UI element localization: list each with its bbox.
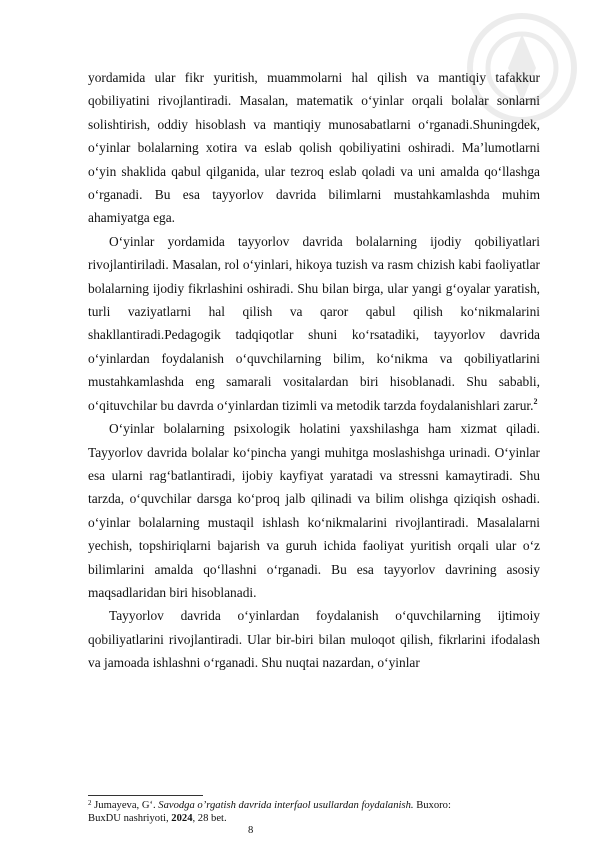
footnote (88, 799, 540, 825)
paragraph-4: Tayyorlov davrida o‘yinlardan foydalanish o‘quvchilarning ijtimoiy qobiliyatlarini rivojlantiradi. Ular bir-biri bilan muloqot qilish, fikrlarini ifodalash va jamoada ishlashni o‘rganadi. Shu nuqtai nazardan, o‘yinlar (88, 608, 540, 671)
footnote-title: Savodga o’rgatish davrida interfaol usullardan foydalanish. (158, 800, 414, 811)
footnote-author: Jumayeva, G‘. (94, 800, 156, 811)
paragraph-2 (88, 230, 540, 417)
footnote-separator (88, 795, 203, 796)
paragraph-1: yordamida ular fikr yuritish, muammolarni hal qilish va mantiqiy tafakkur qobiliyatini rivojlantiradi. Masalan, matematik o‘yinlar orqali bolalar sonlarni solishtirish, oddiy hisoblash va mantiqiy munosabatlarni o‘rganadi.Shuningdek, o‘yinlar bolalarning xotira va eslab qolish qobiliyatini oshiradi. Ma’lumotlarni o‘yin shaklida qabul qilganida, ular tezroq eslab qoladi va uni amalda qo‘llashga o‘rganadi. Bu esa tayyorlov davrida bilimlarni mustahkamlashda muhim ahamiyatga ega. (88, 70, 540, 226)
footnote-pages: , 28 bet. (192, 813, 227, 824)
page-number: 8 (248, 825, 254, 836)
paragraph-2-text: O‘yinlar yordamida tayyorlov davrida bolalarning ijodiy qobiliyatlari rivojlantiriladi. Masalan, rol o‘yinlari, hikoya tuzish va rasm chizish kabi faoliyatlar bolalarning ijodiy fikrlashini oshiradi. Shu bilan birga, ular yangi g‘oyalar yaratish, turli vaziyatlarni hal qilish va qaror qabul qilish ko‘nikmalarini shakllantiradi.Pedagogik tadqiqotlar shuni ko‘rsatadiki, tayyorlov davrida o‘yinlardan foydalanish o‘quvchilarning bilim, ko‘nikma va qobiliyatlarini mustahkamlashda eng samarali vositalardan biri hisoblanadi. Shu sababli, o‘qituvchilar bu davrda o‘yinlardan tizimli va metodik tarzda foydalanishlari zarur. (88, 233, 540, 413)
footnote-year: 2024 (171, 813, 193, 824)
footnote-publisher: BuxDU nashriyoti, (88, 813, 169, 824)
main-text (88, 66, 540, 675)
footnote-reference[interactable]: 2 (533, 396, 538, 406)
footnote-place: Buxoro: (416, 800, 451, 811)
paragraph-3: O‘yinlar bolalarning psixologik holatini yaxshilashga ham xizmat qiladi. Tayyorlov davrida bolalar ko‘pincha yangi muhitga moslashishga urinadi. O‘yinlar esa ularni rag‘batlantiradi, ijobiy kayfiyat yaratadi va stressni kamaytiradi. Shu tarzda, o‘quvchilar darsga ko‘proq jalb qilinadi va bilim olishga qiziqish oshadi. o‘yinlar bolalarning mustaqil ishlash ko‘nikmalarini rivojlantiradi. Masalalarni yechish, topshiriqlarni bajarish va guruh ichida faoliyat yuritish orqali ular o‘z bilimlarini amalda qo‘llashni o‘rganadi. Bu esa tayyorlov davrining asosiy maqsadlaridan biri hisoblanadi. (88, 421, 540, 600)
footnote-number: 2 (88, 799, 92, 807)
